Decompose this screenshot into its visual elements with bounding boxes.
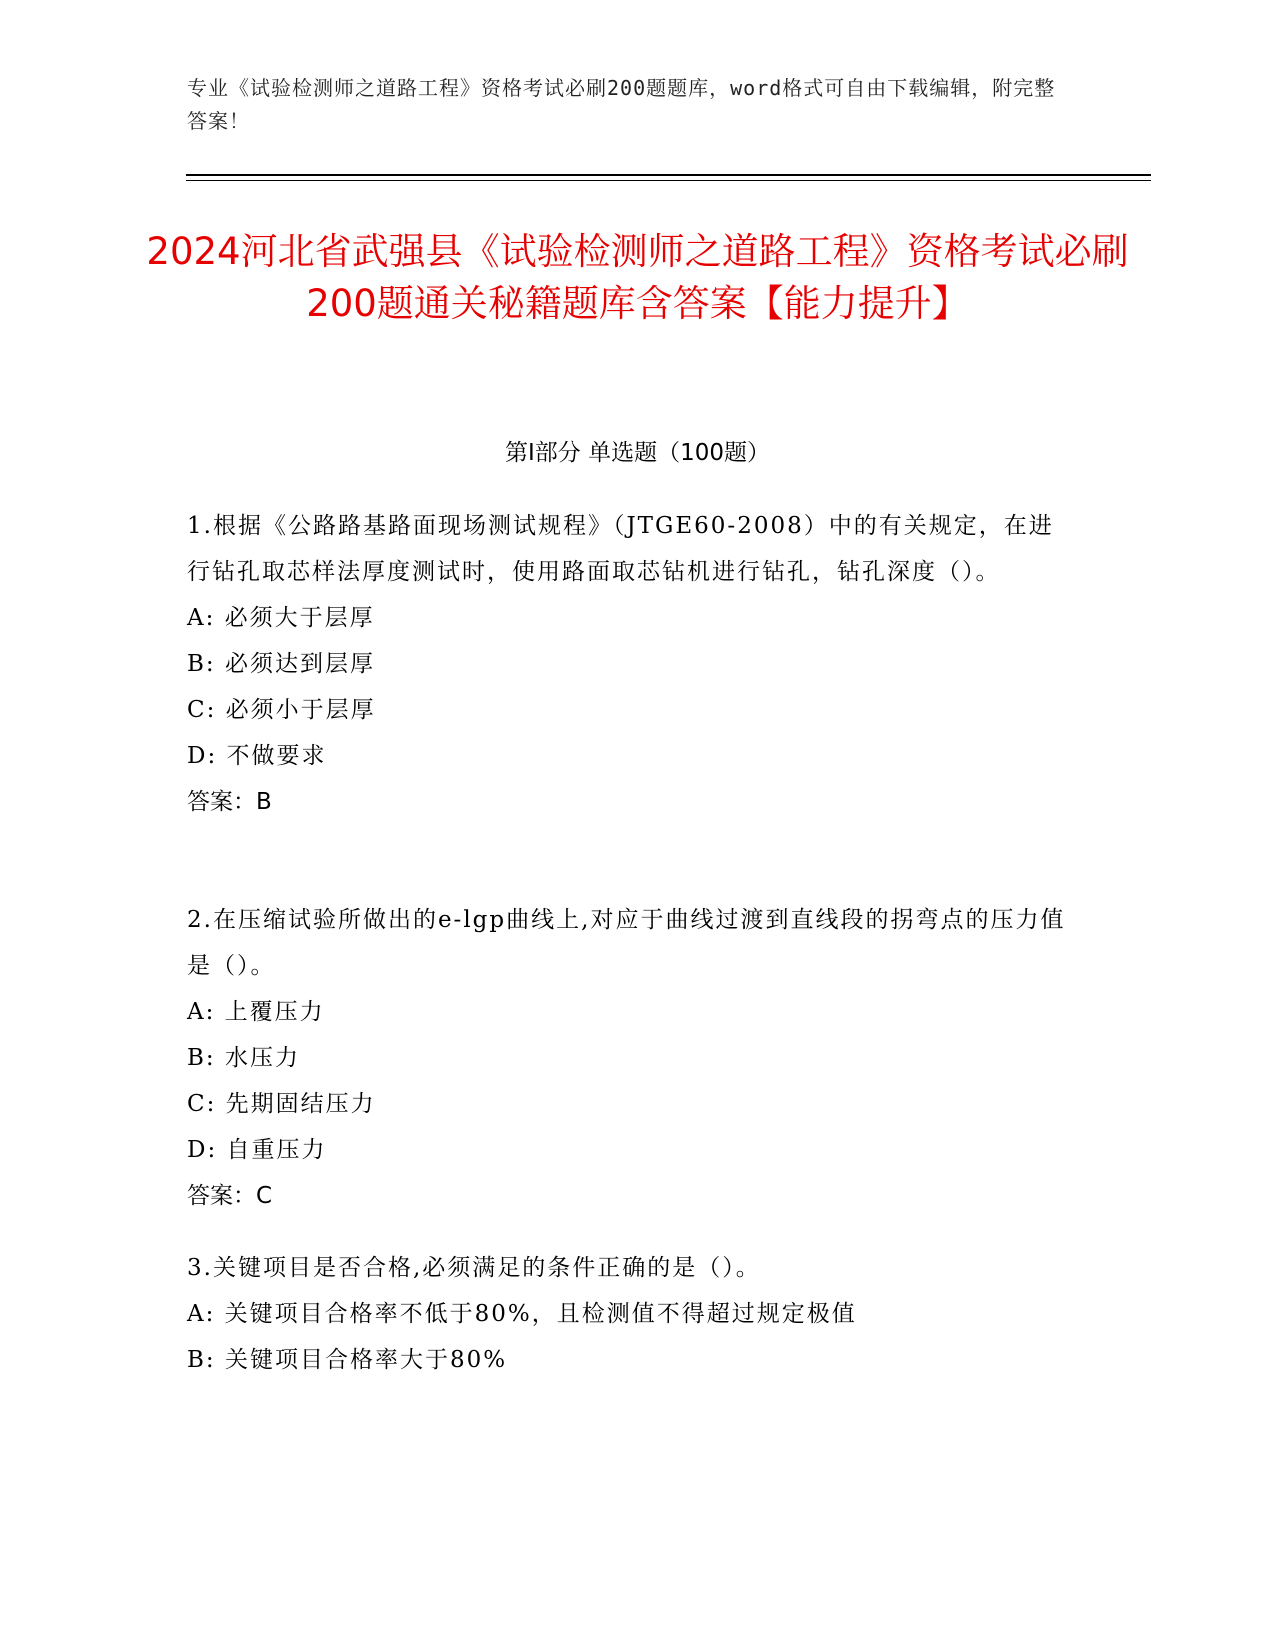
option-c: C: 先期固结压力 bbox=[187, 1091, 376, 1117]
option-c: C: 必须小于层厚 bbox=[187, 697, 376, 723]
question-stem: 2.在压缩试验所做出的e-lgp曲线上,对应于曲线过渡到直线段的拐弯点的压力值是（）。 bbox=[187, 907, 1066, 979]
option-b: B: 关键项目合格率大于80% bbox=[187, 1347, 508, 1373]
question-2 bbox=[187, 897, 1067, 1219]
header-divider-thick bbox=[186, 174, 1151, 176]
option-a: A: 关键项目合格率不低于80%，且检测值不得超过规定极值 bbox=[187, 1301, 857, 1327]
option-a: A: 必须大于层厚 bbox=[187, 605, 375, 631]
option-a: A: 上覆压力 bbox=[187, 999, 325, 1025]
question-stem: 1.根据《公路路基路面现场测试规程》（JTGE60-2008）中的有关规定，在进行钻孔取芯样法厚度测试时，使用路面取芯钻机进行钻孔，钻孔深度（）。 bbox=[187, 513, 1054, 585]
option-b: B: 必须达到层厚 bbox=[187, 651, 375, 677]
answer-line: 答案：B bbox=[187, 789, 272, 815]
question-3 bbox=[187, 1245, 1067, 1383]
section-heading: 第I部分 单选题（100题） bbox=[505, 440, 770, 466]
question-1 bbox=[187, 503, 1067, 825]
option-d: D: 不做要求 bbox=[187, 743, 327, 769]
option-d: D: 自重压力 bbox=[187, 1137, 327, 1163]
question-stem: 3.关键项目是否合格,必须满足的条件正确的是（）。 bbox=[187, 1255, 761, 1281]
header-divider-thin bbox=[186, 180, 1151, 181]
document-title: 2024河北省武强县《试验检测师之道路工程》资格考试必刷200题通关秘籍题库含答案【能力提升】 bbox=[146, 230, 1129, 325]
answer-line: 答案：C bbox=[187, 1183, 273, 1209]
option-b: B: 水压力 bbox=[187, 1045, 300, 1071]
header-note: 专业《试验检测师之道路工程》资格考试必刷200题题库，word格式可自由下载编辑，附完整答案！ bbox=[187, 76, 1056, 133]
